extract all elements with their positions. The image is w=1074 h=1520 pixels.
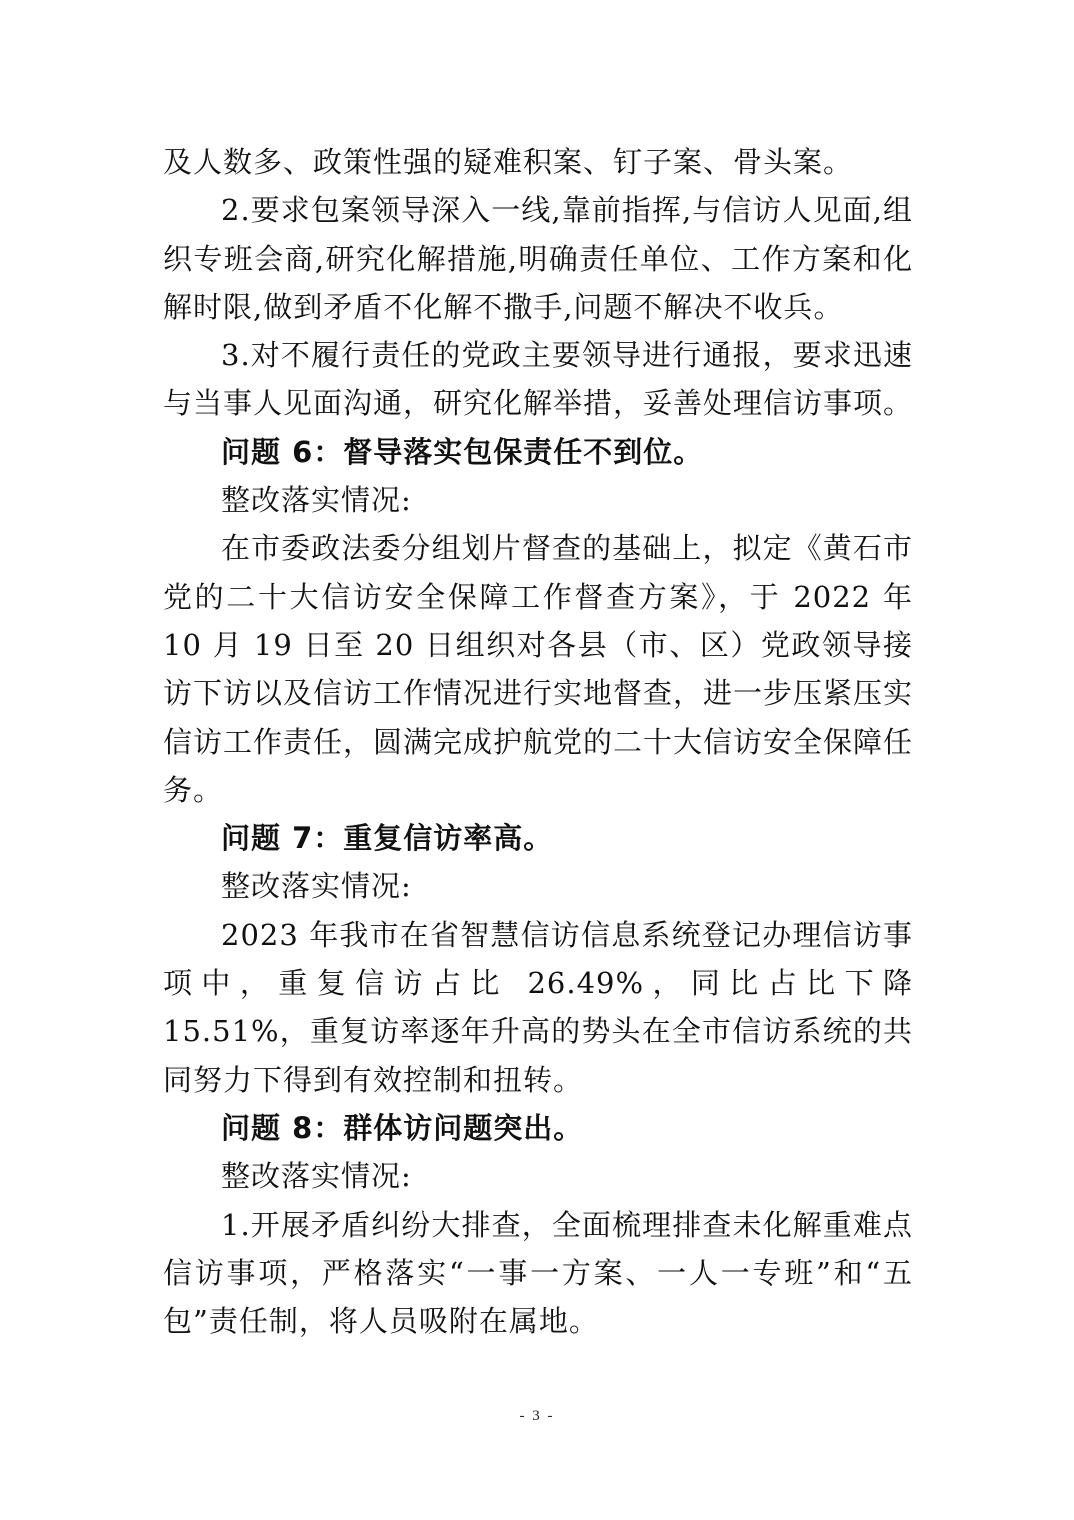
paragraph-item-2: 2.要求包案领导深入一线,靠前指挥,与信访人见面,组织专班会商,研究化解措施,明确责任单位、工作方案和化解时限,做到矛盾不化解不撒手,问题不解决不收兵。 xyxy=(163,193,913,324)
paragraph-continuation: 及人数多、政策性强的疑难积案、钉子案、骨头案。 xyxy=(163,145,854,179)
rectification-label-8: 整改落实情况: xyxy=(221,1159,412,1194)
document-body xyxy=(163,138,913,1345)
issue-8-heading: 问题 8：群体访问题突出。 xyxy=(221,1110,584,1145)
paragraph-issue-7-detail: 2023 年我市在省智慧信访信息系统登记办理信访事项中，重复信访占比 26.49%，同比占比下降 15.51%，重复访率逐年升高的势头在全市信访系统的共同努力下得到有效控制和扭转。 xyxy=(163,917,913,1097)
issue-6-heading: 问题 6：督导落实包保责任不到位。 xyxy=(221,434,704,469)
rectification-label-7: 整改落实情况: xyxy=(221,869,412,904)
paragraph-issue-8-item-1: 1.开展矛盾纠纷大排查，全面梳理排查未化解重难点信访事项，严格落实“一事一方案、一人一专班”和“五包”责任制，将人员吸附在属地。 xyxy=(163,1207,913,1339)
paragraph-item-3: 3.对不履行责任的党政主要领导进行通报，要求迅速与当事人见面沟通，研究化解举措，妥善处理信访事项。 xyxy=(163,338,914,421)
paragraph-issue-6-detail: 在市委政法委分组划片督查的基础上，拟定《黄石市党的二十大信访安全保障工作督查方案》，于 2022 年 10 月 19 日至 20 日组织对各县（市、区）党政领导接访下访以及信访工作情况进行实地督查，进一步压紧压实信访工作责任，圆满完成护航党的二十大信访安全保障任务。 xyxy=(163,531,914,807)
issue-7-heading: 问题 7：重复信访率高。 xyxy=(221,821,554,856)
page-number: - 3 - xyxy=(519,1408,555,1424)
rectification-label-6: 整改落实情况: xyxy=(221,483,412,518)
